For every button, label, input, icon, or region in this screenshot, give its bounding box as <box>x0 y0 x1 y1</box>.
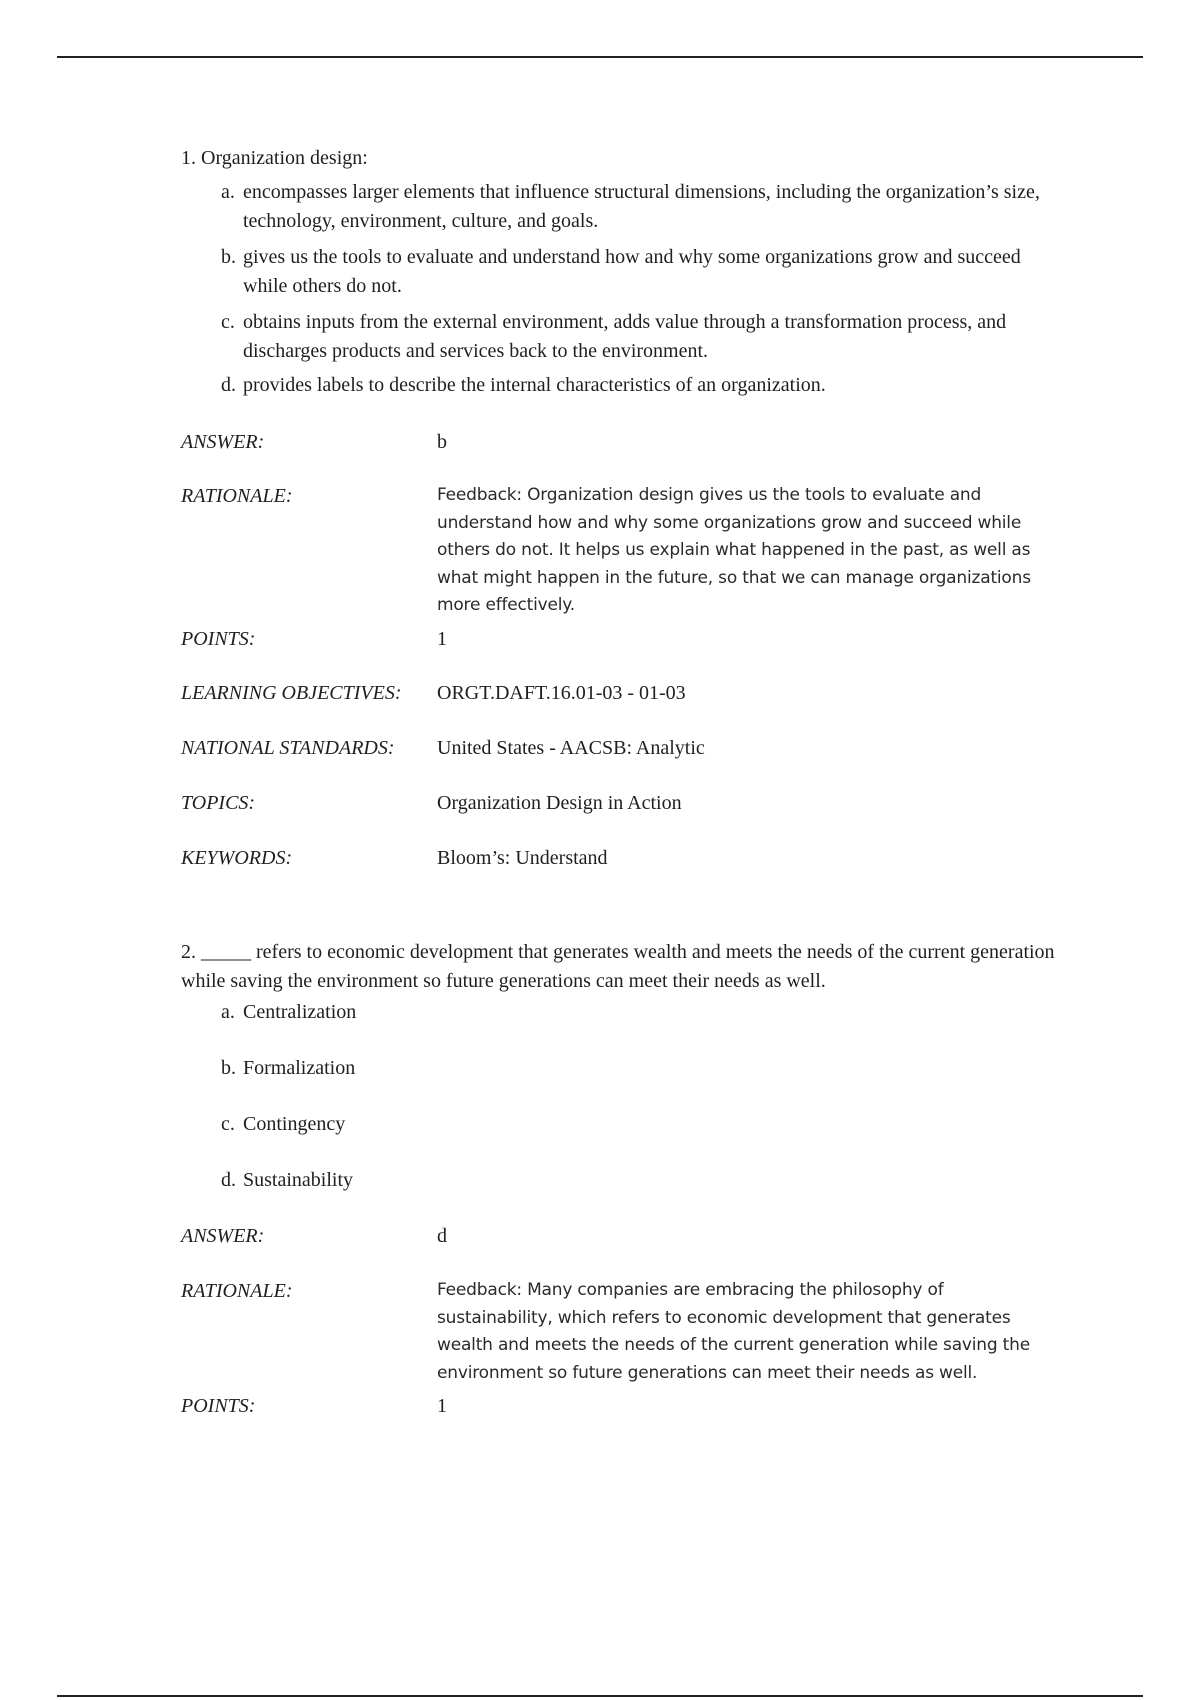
question-1 <box>181 144 1061 400</box>
points-label: POINTS: <box>181 627 256 650</box>
rationale-text: Feedback: Organization design gives us the tools to evaluate and understand how and why some organizations grow and succeed while others do not. It helps us explain what happened in the past, as well as what might happen in the future, so that we can manage organizations more effectively. <box>437 485 1031 615</box>
rationale-row <box>181 1277 1061 1387</box>
choice-text: Sustainability <box>243 1169 353 1191</box>
points-label: POINTS: <box>181 1395 256 1417</box>
points-value: 1 <box>437 1395 447 1417</box>
question-stem: 1. Organization design: <box>181 147 368 169</box>
national-standards-label: NATIONAL STANDARDS: <box>181 736 395 759</box>
choice-text: encompasses larger elements that influence structural dimensions, including the organization’s size, technology, environment, culture, and goals. <box>243 181 1040 232</box>
choice-list <box>181 998 1061 1195</box>
choice-text: obtains inputs from the external environment, adds value through a transformation process, and discharges products and services back to the environment. <box>243 311 1007 362</box>
choice-text: Formalization <box>243 1057 356 1079</box>
choice-text: Contingency <box>243 1113 346 1135</box>
question-2 <box>181 938 1061 1195</box>
header-rule <box>57 56 1143 58</box>
choice-d <box>181 1166 1061 1195</box>
choice-c <box>181 308 1061 366</box>
national-standards-row <box>181 734 1061 762</box>
topics-label: TOPICS: <box>181 791 256 814</box>
learning-objectives-value: ORGT.DAFT.16.01-03 - 01-03 <box>437 681 686 704</box>
keywords-label: KEYWORDS: <box>181 846 293 869</box>
choice-letter: c. <box>221 1113 235 1135</box>
choice-letter: d. <box>221 374 236 396</box>
choice-a <box>181 998 1061 1027</box>
choice-letter: b. <box>221 1057 236 1079</box>
keywords-row <box>181 844 1061 872</box>
national-standards-value: United States - AACSB: Analytic <box>437 736 705 759</box>
rationale-text: Feedback: Many companies are embracing the philosophy of sustainability, which refers to economic development that generates wealth and meets the needs of the current generation while saving the environment so future generations can meet their needs as well. <box>437 1280 1030 1383</box>
question-2-meta <box>181 1222 1061 1420</box>
choice-text: provides labels to describe the internal characteristics of an organization. <box>243 374 826 396</box>
answer-row <box>181 428 1061 456</box>
choice-letter: b. <box>221 246 236 268</box>
topics-row <box>181 789 1061 817</box>
choice-letter: a. <box>221 181 235 203</box>
question-1-meta <box>181 428 1061 872</box>
rationale-label: RATIONALE: <box>181 485 293 507</box>
rationale-row <box>181 482 1061 620</box>
choice-text: gives us the tools to evaluate and understand how and why some organizations grow and succeed while others do not. <box>243 246 1021 297</box>
learning-objectives-row <box>181 679 1061 707</box>
topics-value: Organization Design in Action <box>437 791 682 814</box>
rationale-label: RATIONALE: <box>181 1280 293 1302</box>
choice-letter: c. <box>221 311 235 333</box>
points-row <box>181 1392 1061 1420</box>
keywords-value: Bloom’s: Understand <box>437 846 608 869</box>
choice-letter: a. <box>221 1001 235 1023</box>
answer-label: ANSWER: <box>181 1225 265 1247</box>
choice-text: Centralization <box>243 1001 357 1023</box>
points-row <box>181 625 1061 653</box>
choice-a <box>181 178 1061 236</box>
answer-value: d <box>437 1225 447 1247</box>
choice-d <box>181 371 1061 400</box>
answer-label: ANSWER: <box>181 431 265 453</box>
answer-value: b <box>437 431 447 453</box>
choice-list <box>181 178 1061 400</box>
choice-b <box>181 243 1061 301</box>
points-value: 1 <box>437 627 447 650</box>
choice-b <box>181 1054 1061 1083</box>
choice-c <box>181 1110 1061 1139</box>
learning-objectives-label: LEARNING OBJECTIVES: <box>181 681 402 704</box>
choice-letter: d. <box>221 1169 236 1191</box>
footer-rule <box>57 1695 1143 1697</box>
answer-row <box>181 1222 1061 1250</box>
question-stem: 2. _____ refers to economic development that generates wealth and meets the needs of the current generation while saving the environment so future generations can meet their needs as well. <box>181 941 1055 992</box>
